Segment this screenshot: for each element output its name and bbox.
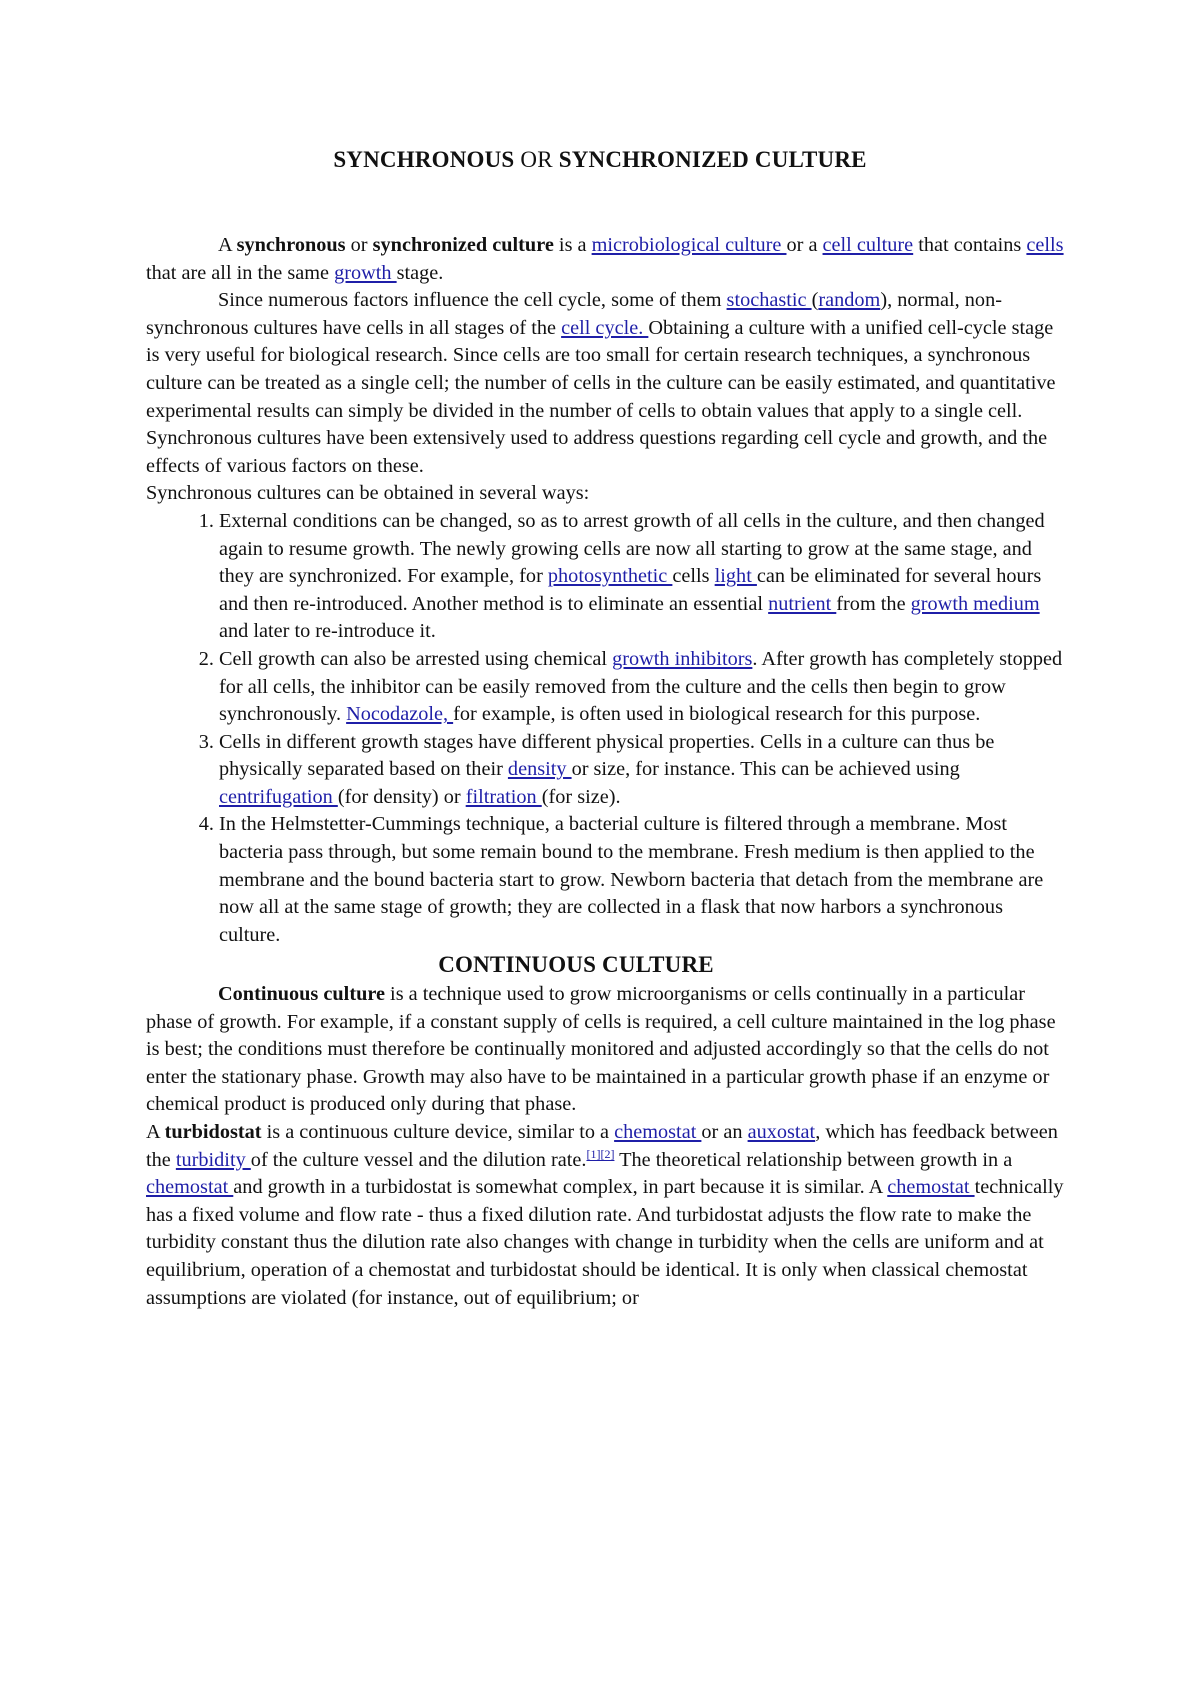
link-turbidity[interactable]: turbidity [175,1148,251,1171]
continuous-paragraph [146,981,1066,1119]
link-cells[interactable]: cells [1026,234,1064,256]
link-nutrient[interactable]: nutrient [768,592,837,615]
bold-term-turbidostat: turbidostat [164,1121,262,1143]
title-or: OR [520,147,553,172]
turbidostat-paragraph [146,1119,1066,1312]
text: is a [553,234,592,256]
link-chemostat[interactable]: chemostat [887,1176,975,1199]
text: In the Helmstetter-Cummings technique, a bacterial culture is filtered through a membrane. Most bacteria pass through, but some remain bound to the membrane. Fresh medium is then applied to the membrane and the bound bacteria start to grow. Newborn bacteria that detach from the membrane are now all at the same stage of growth; they are collected in a flask that now harbors a synchronous culture. [219,813,1044,946]
link-density[interactable]: density [507,758,572,781]
reference-link[interactable]: [1][2] [586,1146,615,1161]
link-nocodazole[interactable]: Nocodazole, [346,703,454,726]
bold-term-synchronous: synchronous [236,234,346,256]
title-part2: SYNCHRONIZED CULTURE [558,147,867,172]
bold-term-continuous-culture: Continuous culture [218,983,385,1006]
bold-term-synchronized-culture: synchronized culture [372,234,554,256]
ways-intro: Synchronous cultures can be obtained in several ways: [146,482,590,505]
link-random[interactable]: random [818,289,881,312]
text: of the culture vessel and the dilution rate. [250,1148,587,1171]
link-filtration[interactable]: filtration [465,785,542,808]
text: (for density) or [337,785,466,808]
link-microbiological-culture[interactable]: microbiological culture [591,234,787,256]
link-auxostat[interactable]: auxostat [747,1121,816,1143]
text: Cell growth can also be arrested using chemical [219,647,613,670]
text: ( [811,289,819,312]
methods-list [146,508,1066,950]
text: . After growth has completely stopped for all cells, the inhibitor can be easily removed from the culture and the cells then begin to grow synchronously. [219,647,1063,726]
link-chemostat[interactable]: chemostat [146,1176,234,1199]
text: , which has feedback between the [146,1121,1058,1171]
text: or size, for instance. This can be achieved using [571,758,960,781]
text: Obtaining a culture with a unified cell-cycle stage is very useful for biological research. Since cells are too small for certain research techniques, a synchronous culture can be treated as a single cell; the number of cells in the culture can be easily estimated, and quantitative experimental results can simply be divided in the number of cells to obtain values that apply to a single cell. Synchronous cultures have been extensively used to address questions regarding cell cycle and growth, and the effects of various factors on these. [146,316,1056,477]
text: The theoretical relationship between growth in a [614,1148,1013,1171]
document-body [146,232,1066,1312]
link-stochastic[interactable]: stochastic [726,289,812,312]
text: for example, is often used in biological research for this purpose. [453,703,981,726]
text: stage. [396,261,444,284]
text: A [218,234,237,256]
text: that are all in the same [146,261,335,284]
link-cell-culture[interactable]: cell culture [822,234,914,256]
text: A [146,1121,165,1143]
text: and growth in a turbidostat is somewhat complex, in part because it is similar. A [233,1176,888,1199]
list-item [219,729,1066,812]
link-photosynthetic[interactable]: photosynthetic [547,565,673,588]
page-title [0,146,1200,174]
text: that contains [913,234,1027,256]
intro-paragraph [146,232,1066,287]
text: Since numerous factors influence the cell cycle, some of them [218,289,727,312]
link-light[interactable]: light [714,565,757,588]
text: External conditions can be changed, so as to arrest growth of all cells in the culture, and then changed again to resume growth. The newly growing cells are now all starting to grow at the same stage, and they are synchronized. For example, for [219,509,1045,588]
list-item [219,811,1066,949]
text: technically has a fixed volume and flow rate - thus a fixed dilution rate. And turbidostat adjusts the flow rate to make the turbidity constant thus the dilution rate also changes with change in turbidity when the cells are uniform and at equilibrium, operation of a chemostat and turbidostat should be identical. It is only when classical chemostat assumptions are violated (for instance, out of equilibrium; or [146,1176,1064,1309]
link-centrifugation[interactable]: centrifugation [219,785,338,808]
text: is a continuous culture device, similar to a [261,1121,615,1143]
link-chemostat[interactable]: chemostat [614,1121,702,1143]
text: is a technique used to grow microorganisms or cells continually in a particular phase of growth. For example, if a constant supply of cells is required, a cell culture maintained in the log phase is best; the conditions must therefore be continually monitored and adjusted accordingly so that the cells do not enter the stationary phase. Growth may also have to be maintained in a particular growth phase if an enzyme or chemical product is produced only during that phase. [146,983,1056,1116]
link-growth-inhibitors[interactable]: growth inhibitors [612,647,753,670]
text: or an [701,1121,748,1143]
list-item [219,646,1066,729]
section-heading-continuous-culture: CONTINUOUS CULTURE [438,952,714,978]
cell-cycle-paragraph [146,287,1066,480]
link-growth-medium[interactable]: growth medium [910,592,1040,615]
text: Cells in different growth stages have different physical properties. Cells in a culture can thus be physically separated based on their [219,730,995,781]
text: can be eliminated for several hours and then re-introduced. Another method is to eliminate an essential [219,565,1042,615]
text: or [345,234,373,256]
text: cells [672,565,715,588]
text: and later to re-introduce it. [219,620,436,643]
text: or a [786,234,823,256]
text: (for size). [541,785,621,808]
list-item [219,508,1066,646]
title-part1: SYNCHRONOUS [333,147,515,172]
text: ), normal, non-synchronous cultures have cells in all stages of the [146,289,1002,339]
link-cell-cycle[interactable]: cell cycle. [561,316,649,339]
link-growth[interactable]: growth [334,261,397,284]
text: from the [836,592,911,615]
